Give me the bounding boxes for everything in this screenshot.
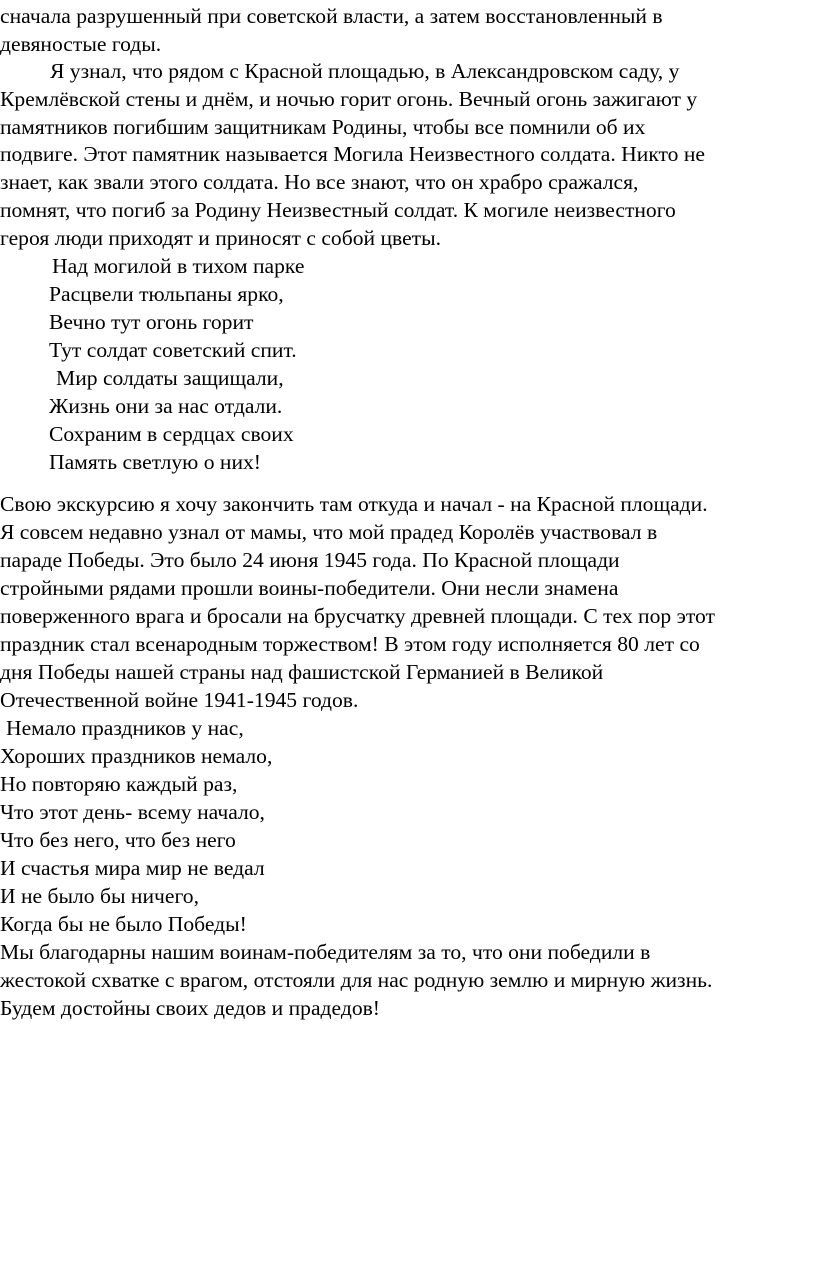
paragraph-2-line-3: памятников погибшим защитникам Родины, чтобы все помнили об их	[0, 115, 646, 139]
poem-2-line-8: Когда бы не было Победы!	[0, 912, 247, 936]
poem-2-line-1: Немало праздников у нас,	[6, 716, 244, 740]
poem-1-line-2: Расцвели тюльпаны ярко,	[49, 282, 284, 306]
poem-1-line-3: Вечно тут огонь горит	[49, 310, 254, 334]
paragraph-4-line-3: Будем достойны своих дедов и прадедов!	[0, 996, 380, 1020]
poem-1-line-4: Тут солдат советский спит.	[49, 338, 297, 362]
paragraph-2-line-6: помнят, что погиб за Родину Неизвестный солдат. К могиле неизвестного	[0, 198, 676, 222]
poem-2-line-4: Что этот день- всему начало,	[0, 800, 265, 824]
paragraph-3-line-1: Свою экскурсию я хочу закончить там откуда и начал - на Красной площади.	[0, 492, 708, 516]
paragraph-4-line-2: жестокой схватке с врагом, отстояли для нас родную землю и мирную жизнь.	[0, 968, 713, 992]
poem-1-line-6: Жизнь они за нас отдали.	[49, 394, 283, 418]
poem-1-line-7: Сохраним в сердцах своих	[49, 422, 294, 446]
paragraph-2-line-7: героя люди приходят и приносят с собой цветы.	[0, 226, 441, 250]
paragraph-4-line-1: Мы благодарны нашим воинам-победителям за то, что они победили в	[0, 940, 651, 964]
poem-1-line-5: Мир солдаты защищали,	[56, 366, 284, 390]
poem-2-line-3: Но повторяю каждый раз,	[0, 772, 238, 796]
poem-2-line-2: Хороших праздников немало,	[0, 744, 273, 768]
paragraph-2-line-4: подвиге. Этот памятник называется Могила Неизвестного солдата. Никто не	[0, 142, 706, 166]
paragraph-3-line-2: Я совсем недавно узнал от мамы, что мой прадед Королёв участвовал в	[0, 520, 658, 544]
paragraph-3-line-3: параде Победы. Это было 24 июня 1945 года. По Красной площади	[0, 548, 620, 572]
paragraph-3-line-6: праздник стал всенародным торжеством! В этом году исполняется 80 лет со	[0, 632, 700, 656]
paragraph-3-line-8: Отечественной войне 1941-1945 годов.	[0, 688, 359, 712]
paragraph-2-line-5: знает, как звали этого солдата. Но все знают, что он храбро сражался,	[0, 170, 639, 194]
paragraph-2-line-2: Кремлёвской стены и днём, и ночью горит огонь. Вечный огонь зажигают у	[0, 87, 698, 111]
paragraph-3-line-7: дня Победы нашей страны над фашистской Германией в Великой	[0, 660, 604, 684]
poem-2-line-5: Что без него, что без него	[0, 828, 236, 852]
poem-1-line-1: Над могилой в тихом парке	[52, 254, 305, 278]
paragraph-2-line-1: Я узнал, что рядом с Красной площадью, в Александровском саду, у	[50, 59, 680, 83]
paragraph-3-line-4: стройными рядами прошли воины-победители. Они несли знамена	[0, 576, 619, 600]
poem-1-line-8: Память светлую о них!	[49, 450, 261, 474]
paragraph-1-line-1: сначала разрушенный при советской власти, а затем восстановленный в	[0, 4, 663, 28]
poem-2-line-6: И счастья мира мир не ведал	[0, 856, 265, 880]
paragraph-3-line-5: поверженного врага и бросали на брусчатку древней площади. С тех пор этот	[0, 604, 715, 628]
poem-2-line-7: И не было бы ничего,	[0, 884, 199, 908]
paragraph-1-line-2: девяностые годы.	[0, 32, 162, 56]
